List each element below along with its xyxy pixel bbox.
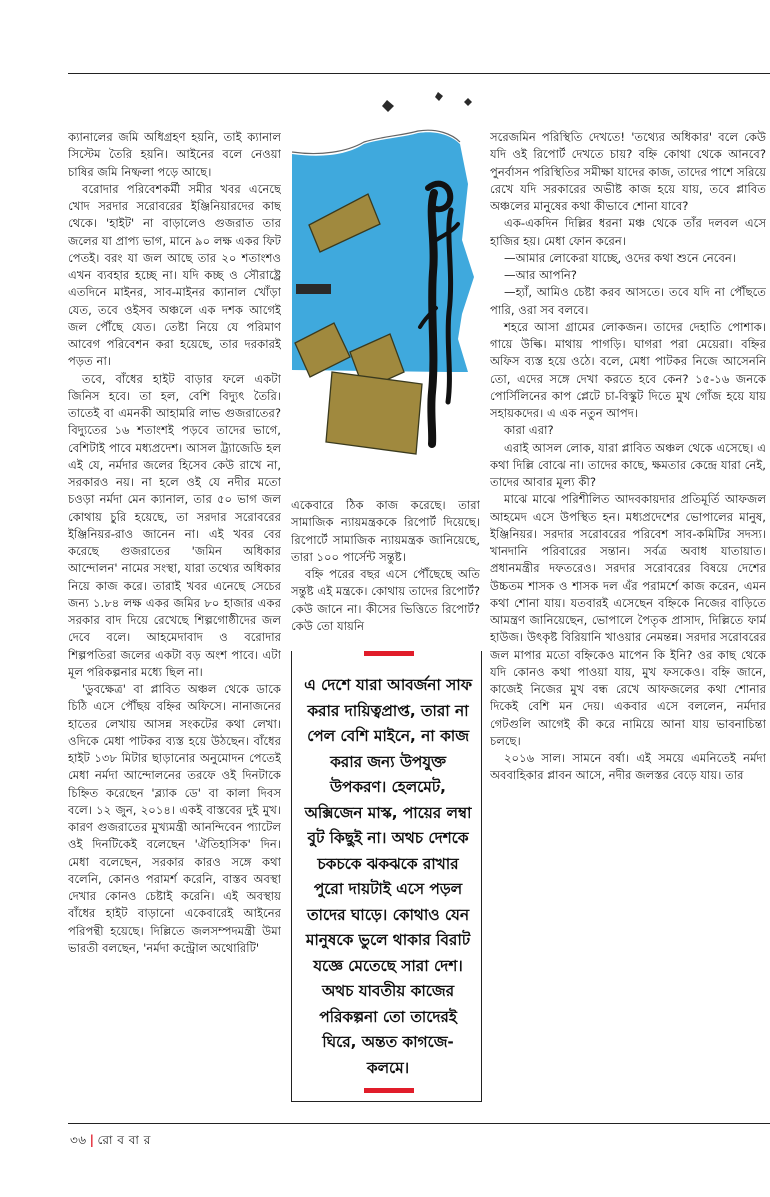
paragraph: ২০১৬ সাল। সামনে বর্ষা। এই সময়ে এমনিতেই নর্মদা অববাহিকার প্লাবন আসে, নদীর জলস্তর বেড়ে যায়। তার <box>490 751 766 783</box>
pull-quote-box <box>291 651 482 1102</box>
pull-quote-bottom-bar <box>364 1088 414 1093</box>
pull-quote-top-bar <box>364 651 414 656</box>
paragraph: বরোদার পরিবেশকর্মী সমীর খবর এনেছে খোদ সরদার সরোবরের ইঞ্জিনিয়ারদের কাছ থেকে। 'হাইট' না বাড়ালেও গুজরাত তার জলের যা প্রাপ্য ভাগ, মানে ৯০ লক্ষ একর ফিট পেতই। বরং যা জল আছে তার ২০ শতাংশও এখন ব্যবহার হচ্ছে না। যদি কচ্ছ ও সৌরাষ্ট্রে এতদিনে মাইনর, সাব-মাইনর ক্যানাল খোঁড়া যেত, তবে ওইসব অঞ্চলে এক দশক আগেই জল পৌঁছে যেত। তেষ্টা নিয়ে যে পরিমাণ আবেগ পরিবেশন করা হয়েছে, তার দরকারই পড়ত না। <box>68 181 281 369</box>
paragraph: ক্যানালের জমি অধিগ্রহণ হয়নি, তাই ক্যানাল সিস্টেম তৈরি হয়নি। আইনের বলে নেওয়া চাষির জমি নিষ্ফলা পড়ে আছে। <box>68 130 281 179</box>
article-column-middle <box>291 497 480 635</box>
pull-quote-text: এ দেশে যারা আবর্জনা সাফ করার দায়িত্বপ্রাপ্ত, তারা না পেল বেশি মাইনে, না কাজ করার জন্য উপযুক্ত উপকরণ। হেলমেট, অক্সিজেন মাস্ক, পায়ের লম্বা বুট কিছুই না। অথচ দেশকে চকচকে ঝকঝকে রাখার পুরো দায়টাই এসে পড়ল তাদের ঘাড়ে। কোথাও যেন মানুষকে ভুলে থাকার বিরাট যজ্ঞে মেতেছে সারা দেশ। অথচ যাবতীয় কাজের পরিকল্পনা তো তাদেরই ঘিরে, অন্তত কাগজে-কলমে। <box>304 676 472 1077</box>
paragraph: বহ্নি পরের বছর এসে পৌঁছেছে অতি সন্তুষ্ট এই মন্ত্রকে। কোথায় তাদের রিপোর্ট? কেউ জানে না। কীসের ভিত্তিতে রিপোর্ট? কেউ তো যায়নি <box>291 567 480 633</box>
paragraph: এক-একদিন দিল্লির ধরনা মঞ্চ থেকে তাঁর দলবল এসে হাজির হয়। মেধা ফোন করেন। <box>490 216 766 248</box>
page-number: ৩৬ <box>70 1133 87 1147</box>
paragraph: সরেজমিন পরিস্থিতি দেখতে! 'তথ্যের অধিকার' বলে কেউ যদি ওই রিপোর্ট দেখতে চায়? বহ্নি কোথা থেকে আনবে? পুনর্বাসন পরিস্থিতির সমীক্ষা যাদের কাজ, তাদের পাশে সরিয়ে রেখে যদি সরকারের অভীষ্ট কাজ হয়ে যায়, তবে প্লাবিত অঞ্চলের মানুষের কথা কীভাবে শোনা যাবে? <box>490 130 766 213</box>
dialogue-line: —আর আপনি? <box>504 268 577 282</box>
dialogue-line: —আমার লোকেরা যাচ্ছে, ওদের কথা শুনে নেবেন। <box>504 250 736 265</box>
article-column-left <box>68 129 281 1109</box>
dialogue-line: —হ্যাঁ, আমিও চেষ্টা করব আসতে। তবে যদি না পৌঁছতে পারি, ওরা সব বলবে। <box>490 285 766 317</box>
magazine-name: রো ব বা র <box>97 1133 151 1147</box>
page-footer <box>70 1132 151 1152</box>
paragraph: কারা এরা? <box>504 423 554 438</box>
article-column-right <box>490 129 766 1109</box>
footer-rule <box>68 1123 770 1124</box>
paragraph: একেবারে ঠিক কাজ করেছে। তারা সামাজিক ন্যায়মন্ত্রককে রিপোর্ট দিয়েছে। রিপোর্টে সামাজিক ন্যায়মন্ত্রক জানিয়েছে, তারা ১০০ পার্সেন্ট সন্তুষ্ট। <box>291 498 480 564</box>
paragraph: শহরে আসা গ্রামের লোকজন। তাদের দেহাতি পোশাক। গায়ে উল্কি। মাথায় পাগড়ি। ঘাগরা পরা মেয়েরা। বহ্নির অফিস ব্যস্ত হয়ে ওঠে। বলে, মেধা পাটকর নিজে আসেননি তো, এদের সঙ্গে দেখা করতে হবে কেন? ১৫-১৬ জনকে পোর্সিলিনের কাপ প্লেটে চা-বিস্কুট দিতে মুখ গোঁজ হয়ে যায় সহায়কদের। এ এক নতুন আপদ। <box>490 319 766 420</box>
paragraph: মাঝে মাঝে পরিশীলিত আদবকায়দার প্রতিমূর্তি আফজল আহমেদ এসে উপস্থিত হন। মধ্যপ্রদেশের ভোপালের মানুষ, ইঞ্জিনিয়র। সরদার সরোবরের পরিবেশ সাব-কমিটির সদস্য। খানদানি পরিবারের সন্তান। সর্বত্র অবাধ যাতায়াত। প্রধানমন্ত্রীর দফতরেও। সরদার সরোবরের বিষয়ে দেশের উচ্চতম শাসক ও শাসক দল এঁর পরামর্শে কাজ করেন, এমন কথা শোনা যায়। যতবারই এসেছেন বহ্নিকে নিজের বাড়িতে আমন্ত্রণ জানিয়েছেন, ভোপালে পৈতৃক প্রাসাদ, দিল্লিতে ফার্ম হাউজ। উৎকৃষ্ট বিরিয়ানি খাওয়ার নেমন্তন্ন। সরদার সরোবরের জল মাপার মতো বহ্নিকেও মাপেন কি ইনি? ওর কাছ থেকে যদি কোনও কথা পাওয়া যায়, মুখ ফসকেও। বহ্নি জানে, কাজেই নিজের মুখ বন্ধ রেখে আফজলের কথা শোনার দিকেই বেশি মন দেয়। একবার এসে বললেন, নর্মদার গেটগুলি আগেই কী করে নামিয়ে আনা যায় ভাবনাচিন্তা চলছে। <box>490 492 766 748</box>
abstract-collage-illustration <box>292 72 482 459</box>
paragraph: এরাই আসল লোক, যারা প্লাবিত অঞ্চল থেকে এসেছে। এ কথা দিল্লি বোঝে না। তাদের কাছে, ক্ষমতার কেন্দ্রে যারা নেই, তাদের আবার মূল্য কী? <box>490 440 766 489</box>
footer-separator: | <box>89 1133 95 1147</box>
paragraph: তবে, বাঁধের হাইট বাড়ার ফলে একটা জিনিস হবে। তা হল, বেশি বিদ্যুৎ তৈরি। তাতেই বা এমনকী আহামরি লাভ গুজরাতের? বিদ্যুতের ১৬ শতাংশই পড়বে তাদের ভাগে, বেশিটাই পাবে মধ্যপ্রদেশ। আসল ট্র্যাজেডি হল এই যে, নর্মদার জলের হিসেব কেউ রাখে না, সরকারও নয়। না হলে ওই যে নদীর মতো চওড়া নর্মদা মেন ক্যানাল, তার ৫০ ভাগ জল কোথায় চুরি হয়েছে, তা সরদার সরোবরের ইঞ্জিনিয়র-রাও জানেন না। এই খবর বের করেছে গুজরাতের 'জমিন অধিকার আন্দোলন' নামের সংস্থা, যারা তথ্যের অধিকার নিয়ে কাজ করে। তারাই খবর এনেছে সেচের জন্য ১.৮৪ লক্ষ একর জমির ৮০ হাজার একর সরকার বাদ দিয়ে রেখেছে শিল্পগোষ্ঠীদের জল দেবে বলে। আহমেদাবাদ ও বরোদার শিল্পপতিরা জলের একটা বড় অংশ পাবে। এটা মূল পরিকল্পনার মধ্যে ছিল না। <box>68 371 281 679</box>
paragraph: 'ডুবক্ষেত্র' বা প্লাবিত অঞ্চল থেকে ডাকে চিঠি এসে পৌঁছয় বহ্নির অফিসে। নানাজনের হাতের লেখায় আসন্ন সংকটের কথা লেখা। ওদিকে মেধা পাটকর ব্যস্ত হয়ে উঠছেন। বাঁধের হাইট ১৩৮ মিটার ছাড়ানোর অনুমোদন পেতেই মেধা নর্মদা আন্দোলনের তরফে ওই দিনটাকে চিহ্নিত করেছেন 'ব্ল্যাক ডে' বা কালা দিবস বলে। ১২ জুন, ২০১৪। একই বাস্তবের দুই মুখ। কারণ গুজরাতের মুখ্যমন্ত্রী আনন্দিবেন প্যাটেল ওই দিনটিকেই বলেছেন 'ঐতিহাসিক' দিন। মেধা বলেছেন, সরকার কারও সঙ্গে কথা বলেনি, কোনও পরামর্শ করেনি, বাস্তব অবস্থা দেখার কোনও চেষ্টাই করেনি। এই অবস্থায় বাঁধের হাইট বাড়ানো একেবারেই আইনের পরিপন্থী হয়েছে। দিল্লিতে জলসম্পদমন্ত্রী উমা ভারতী বলছেন, 'নর্মদা কন্ট্রোল অথোরিটি' <box>68 682 281 955</box>
